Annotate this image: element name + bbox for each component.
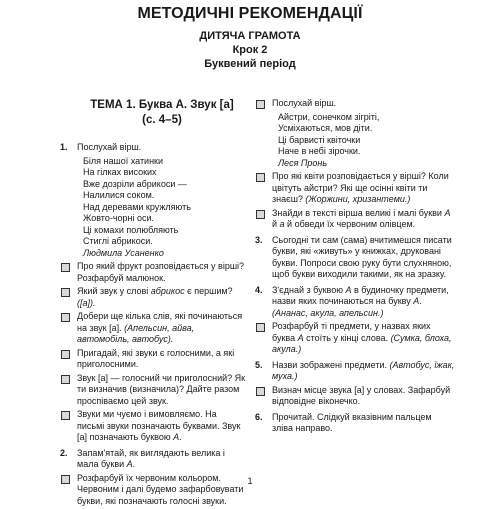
page-header (0, 4, 500, 71)
task-1 (60, 142, 246, 154)
question-text: Добери ще кілька слів, які починаються на звук [а]. (77, 311, 243, 333)
answer-text: (Автобус, їжак, муха.) (272, 359, 455, 381)
poem-line: Жовто-чорні оси. (83, 213, 155, 223)
poem-author: Леся Пронь (278, 157, 328, 168)
left-column (60, 98, 246, 509)
checkbox-icon (61, 263, 70, 272)
poem-line: Над деревами кружляють (83, 201, 191, 212)
answer-text: (Ананас, акула, апельсин.) (272, 307, 384, 318)
right-column (255, 98, 455, 437)
task-number: 2. (60, 447, 68, 458)
poem-line: Ці комахи полюбляють (83, 224, 179, 235)
task-3 (255, 235, 455, 281)
poem-asters (255, 112, 455, 170)
poem-line: Вже дозріли абрикоси — (83, 178, 187, 189)
poem-apricots (60, 156, 246, 260)
task-text: Прочитай. Слідкуй вказівним пальцем зліва направо. (272, 411, 432, 433)
checkbox-icon (256, 323, 265, 332)
letter: А (173, 432, 180, 442)
question-text: й (272, 219, 280, 229)
question-text: Пригадай, які звуки є голосними, а які приголосними. (77, 347, 235, 369)
answer-text: (Сумка, блоха, акула.) (272, 332, 452, 354)
question-text: Про який фрукт розповідається у вірші? Розфарбуй малюнок. (77, 261, 245, 283)
question-text: Розфарбуй ті предмети, у назвах яких буква (272, 321, 431, 343)
question-sound-place (255, 385, 455, 408)
checkbox-icon (256, 100, 265, 109)
question-text: Визнач місце звука [а] у словах. Зафарбуй відповідне віконечко. (272, 384, 451, 406)
question-vowels (60, 348, 246, 371)
poem-author: Людмила Усаненко (83, 247, 164, 258)
theme-pages: (с. 4–5) (142, 114, 182, 126)
question-text: Розфарбуй їх червоним кольором. Червоним і далі будемо зафарбовувати букви, які позначають голосні звуки. (77, 472, 244, 506)
checkbox-icon (61, 313, 70, 322)
task-text: Назви зображені предмети. (272, 359, 390, 370)
question-find-letters (255, 208, 455, 231)
checkbox-icon (61, 350, 70, 359)
question-flowers (255, 171, 455, 206)
answer-text: ([a]). (77, 297, 96, 308)
task-number: 5. (255, 359, 263, 370)
checkbox-icon (61, 411, 70, 420)
question-text: й обведи їх червоним олівцем. (284, 219, 416, 229)
task-number: 6. (255, 411, 263, 422)
period-title: Буквений період (204, 58, 296, 70)
poem-line: Ці барвисті квіточки (278, 134, 361, 145)
poem-line: На гілках високих (83, 167, 157, 177)
task-text: Сьогодні ти сам (сама) вчитимешся писати букви, які «живуть» у книжках, друковані букви. Попроси свою руку бути слухняною, щоб букви виходили такими, як на зразку. (272, 234, 452, 279)
letter: А (126, 459, 133, 469)
question-text: Звуки ми чуємо і вимовляємо. На письмі звуки позначають буквами. Звук [а] позначають буквою (77, 409, 241, 442)
answer-text: (Апельсин, айва, автомобіль, автобус). (77, 322, 195, 344)
punct: . (179, 432, 182, 442)
checkbox-icon (61, 375, 70, 384)
task-2 (60, 448, 246, 471)
poem-line: Налилися соком. (83, 190, 155, 200)
question-vowel-or-consonant (60, 373, 246, 408)
page-title: МЕТОДИЧНІ РЕКОМЕНДАЦІЇ (137, 5, 363, 22)
question-listen-poem (255, 98, 455, 110)
task-text: Послухай вірш. (77, 142, 142, 152)
poem-line: Айстри, сонечком зігріті, (278, 111, 380, 122)
poem-line: Наче в небі зірочки. (278, 146, 361, 156)
question-text: є першим? (184, 286, 233, 296)
task-5 (255, 360, 455, 383)
checkbox-icon (256, 387, 265, 396)
letter: А (444, 207, 451, 218)
question-text: Знайди в тексті вірша великі і малі букви (272, 207, 445, 218)
letter: а (279, 219, 285, 229)
checkbox-icon (256, 173, 265, 182)
question-letters (60, 409, 246, 444)
question-text: Звук [а] — голосний чи приголосний? Як ти визначив (визначила)? Дайте разом проспіваємо цей звук. (77, 372, 246, 406)
section-title: ДИТЯЧА ГРАМОТА (199, 30, 301, 42)
theme-heading (60, 98, 246, 128)
task-4 (255, 285, 455, 320)
question-first-sound (60, 286, 246, 309)
question-text: стоїть у кінці слова. (303, 332, 391, 343)
poem-line: Біля нашої хатинки (83, 155, 164, 166)
question-word: абрикос (150, 286, 185, 296)
question-text: Послухай вірш. (272, 98, 337, 108)
task-number: 3. (255, 234, 263, 245)
letter: А (297, 332, 304, 343)
letter: А (345, 284, 352, 295)
letter: А (413, 296, 420, 306)
punct: . (419, 296, 422, 306)
punct: . (132, 459, 136, 469)
question-color-items (255, 321, 455, 356)
question-more-words (60, 311, 246, 346)
question-text: Про які квіти розповідається у вірші? Коли цвітуть айстри? Які ще осінні квіти ти знаєш? (272, 171, 449, 204)
checkbox-icon (256, 210, 265, 219)
poem-line: Стиглі абрикоси. (83, 236, 153, 246)
task-text: З'єднай з буквою (272, 284, 346, 295)
page-number: 1 (247, 476, 253, 486)
theme-title: ТЕМА 1. Буква А. Звук [а] (90, 99, 234, 111)
task-6 (255, 412, 455, 435)
task-number: 1. (60, 142, 68, 152)
task-text: в будиночку предмети, назви яких починаються на букву (272, 284, 449, 306)
step-title: Крок 2 (232, 44, 268, 56)
task-number: 4. (255, 284, 263, 295)
poem-line: Усміхаються, мов діти. (278, 123, 373, 133)
answer-text: (Жоржини, хризантеми.) (305, 194, 411, 204)
task-text: Запам'ятай, як виглядають велика і мала букви (77, 447, 225, 469)
question-fruit (60, 261, 246, 284)
question-text: Який звук у слові (77, 286, 151, 296)
checkbox-icon (61, 288, 70, 297)
